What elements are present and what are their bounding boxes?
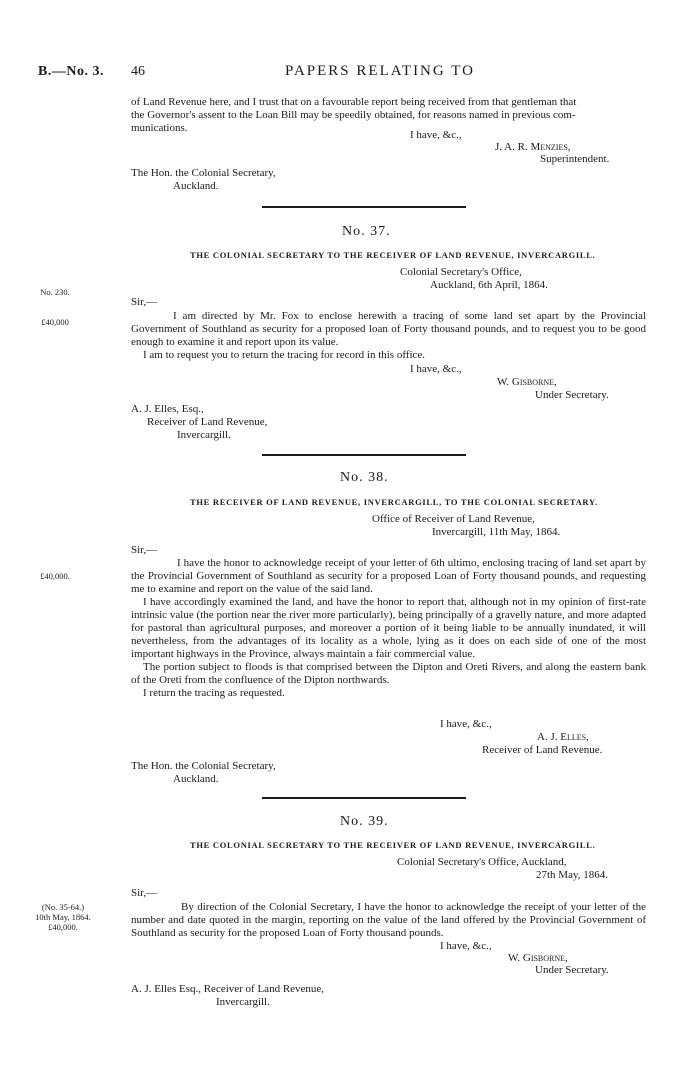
margin-note: 10th May, 1864. <box>35 912 91 922</box>
letter-number: No. 37. <box>342 224 391 239</box>
letter-body <box>131 557 646 700</box>
salutation: Sir,— <box>131 544 158 556</box>
signature: W. Gisborne, <box>497 376 557 388</box>
letter-place: Office of Receiver of Land Revenue, <box>372 513 535 525</box>
letter-body <box>131 310 646 362</box>
signature-title: Superintendent. <box>540 153 610 165</box>
divider <box>262 797 466 799</box>
signature-title: Under Secretary. <box>535 964 609 976</box>
addressee-line: Receiver of Land Revenue, <box>147 416 268 428</box>
letter-place: Colonial Secretary's Office, Auckland, <box>397 856 567 868</box>
margin-note: No. 230. <box>40 287 70 297</box>
letter-caption: THE COLONIAL SECRETARY TO THE RECEIVER OF LAND REVENUE, INVERCARGILL. <box>190 250 596 260</box>
closing: I have, &c., <box>410 363 462 375</box>
signature: J. A. R. Menzies, <box>495 141 571 153</box>
signature-title: Receiver of Land Revenue. <box>482 744 603 756</box>
page-number: 46 <box>131 64 145 79</box>
signature: A. J. Elles, <box>537 731 589 743</box>
divider <box>262 206 466 208</box>
addressee-line: Auckland. <box>173 773 219 785</box>
letter-number: No. 38. <box>340 470 389 485</box>
letter-date: Invercargill, 11th May, 1864. <box>432 526 561 538</box>
margin-note: £40,000. <box>40 571 70 581</box>
paragraph: I have the honor to acknowledge receipt of your letter of 6th ultimo, enclosing tracing of land set apart by the Provincial Government of Southland as security for a proposed Loan of Forty thousand pounds, and requesting me to examine and report on the value of the said land. <box>131 557 646 595</box>
letter-caption: THE COLONIAL SECRETARY TO THE RECEIVER OF LAND REVENUE, INVERCARGILL. <box>190 840 596 850</box>
intro-line: munications. <box>131 122 188 134</box>
page-title: PAPERS RELATING TO <box>285 63 475 79</box>
addressee-line: Auckland. <box>173 180 219 192</box>
intro-line: the Governor's assent to the Loan Bill may be speedily obtained, for reasons named in previous com- <box>131 109 576 121</box>
letter-caption: THE RECEIVER OF LAND REVENUE, INVERCARGILL, TO THE COLONIAL SECRETARY. <box>190 497 598 507</box>
margin-note: (No. 35-64.) <box>41 902 85 912</box>
closing: I have, &c., <box>440 940 492 952</box>
letter-number: No. 39. <box>340 814 389 829</box>
salutation: Sir,— <box>131 296 158 308</box>
paragraph: I am to request you to return the tracing for record in this office. <box>143 349 426 361</box>
paragraph: By direction of the Colonial Secretary, I have the honor to acknowledge the receipt of your letter of the number and date quoted in the margin, reporting on the value of the land offered by the Provincial Government of Southland as security for the proposed Loan of Forty thousand pounds. <box>131 901 646 939</box>
letter-place: Colonial Secretary's Office, <box>400 266 522 278</box>
intro-line: of Land Revenue here, and I trust that on a favourable report being received from that gentleman that <box>131 96 577 108</box>
paragraph: I have accordingly examined the land, and have the honor to report that, although not in my opinion of first-rate intrinsic value (the portion near the river more particularly), being principally of a gravelly nature, and more adapted for pastoral than agricultural purposes, and moreover a portion of it being liable to be annually inundated, it will nevertheless, from the advantages of its locality as a whole, lying as it does on each side of one of the most important highways in the Province, always maintain a fair commercial value. <box>131 596 646 660</box>
paragraph: I am directed by Mr. Fox to enclose herewith a tracing of some land set apart by the Provincial Government of Southland as security for a proposed loan of Forty thousand pounds, and to request you to be good enough to examine it and report upon its value. <box>131 310 646 348</box>
addressee-line: A. J. Elles Esq., Receiver of Land Revenue, <box>131 983 325 995</box>
margin-note: £40,000. <box>48 922 78 932</box>
document-reference: B.—No. 3. <box>38 64 104 79</box>
divider <box>262 454 466 456</box>
letter-date: Auckland, 6th April, 1864. <box>430 279 548 291</box>
addressee-line: Invercargill. <box>177 429 231 441</box>
closing: I have, &c., <box>440 718 492 730</box>
addressee-line: Invercargill. <box>216 996 270 1008</box>
paragraph: I return the tracing as requested. <box>143 687 285 699</box>
paragraph: The portion subject to floods is that comprised between the Dipton and Oreti Rivers, and along the eastern bank of the Oreti from the confluence of the Dipton northwards. <box>131 661 646 686</box>
salutation: Sir,— <box>131 887 158 899</box>
addressee-line: The Hon. the Colonial Secretary, <box>131 760 276 772</box>
letter-date: 27th May, 1864. <box>536 869 609 881</box>
margin-note: £40,000 <box>41 317 69 327</box>
signature: W. Gisborne, <box>508 952 568 964</box>
letter-body <box>131 901 646 940</box>
closing: I have, &c., <box>410 129 462 141</box>
addressee-line: A. J. Elles, Esq., <box>131 403 204 415</box>
signature-title: Under Secretary. <box>535 389 609 401</box>
addressee-line: The Hon. the Colonial Secretary, <box>131 167 276 179</box>
